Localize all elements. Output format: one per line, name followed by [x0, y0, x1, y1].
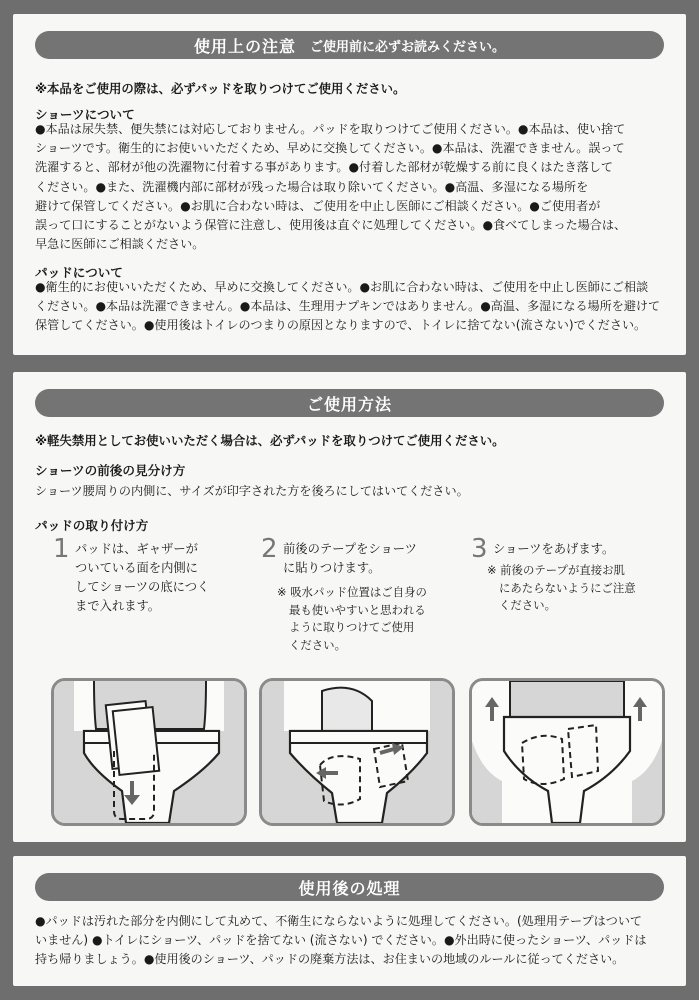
step-number: 2 — [261, 534, 278, 564]
step-text — [75, 540, 209, 616]
step-line: に貼りつけます。 — [283, 561, 381, 575]
step-2-illustration — [259, 678, 455, 826]
notice-title: 使用上の注意 — [193, 36, 296, 56]
notice-intro: ※本品をご使用の際は、必ずパッドを取りつけてご使用ください。 — [35, 81, 406, 96]
notice-subtitle: ご使用前に必ずお読みください。 — [310, 39, 506, 55]
shorts-tape-attach-icon — [262, 681, 452, 823]
disposal-line: 持ち帰りましょう。●使用後のショーツ、パッドの廃棄方法は、お住まいの地域のルールに従ってください。 — [35, 952, 625, 967]
shorts-with-pad-inserting-icon — [54, 681, 244, 823]
step-1-illustration — [51, 678, 247, 826]
step-line: してショーツの底につく — [75, 580, 210, 594]
step-3 — [471, 534, 671, 640]
step-text — [493, 540, 614, 559]
step-line: 前後のテープをショーツ — [283, 542, 417, 556]
step-note-line: ください。 — [499, 598, 556, 612]
disposal-title: 使用後の処理 — [298, 878, 401, 898]
step-2 — [261, 534, 461, 660]
shorts-paragraph — [35, 120, 667, 254]
step-3-illustration — [469, 678, 665, 826]
step-1 — [53, 534, 243, 630]
pad-paragraph — [35, 278, 667, 336]
front-back-heading: ショーツの前後の見分け方 — [35, 463, 186, 478]
step-line: パッドは、ギャザーが — [75, 542, 198, 556]
usage-intro: ※軽失禁用としてお使いいただく場合は、必ずパッドを取りつけてご使用ください。 — [35, 433, 505, 448]
pad-line: ください。●本品は洗濯できません。●本品は、生理用ナプキンではありません。●高温、多湿になる場所を避けて — [35, 299, 661, 314]
attach-heading: パッドの取り付け方 — [35, 518, 149, 533]
shorts-line: ショーツです。衛生的にお使いいただくため、早めに交換してください。●本品は、洗濯できません。誤って — [35, 141, 625, 156]
usage-header — [35, 389, 664, 417]
pad-line: 保管してください。●使用後はトイレのつまりの原因となりますので、トイレに捨てない(流さない)でください。 — [35, 318, 647, 333]
usage-panel — [13, 372, 686, 842]
disposal-paragraph — [35, 912, 667, 970]
shorts-line: 誤って口にすることがないよう保管に注意し、使用後は直ぐに処理してください。●食べてしまった場合は、 — [35, 218, 627, 233]
pad-heading: パッドについて — [35, 265, 123, 280]
step-line: ショーツをあげます。 — [493, 542, 615, 556]
shorts-line: ください。●また、洗濯機内部に部材が残った場合は取り除いてください。●高温、多湿になる場所を — [35, 179, 589, 194]
step-note — [277, 584, 427, 654]
step-number: 1 — [53, 534, 70, 564]
pad-line: ●衛生的にお使いいただくため、早めに交換してください。●お肌に合わない時は、ご使用を中止し医師にご相談 — [35, 280, 649, 294]
shorts-heading: ショーツについて — [35, 107, 135, 122]
disposal-line: いません) ●トイレにショーツ、パッドを捨てない (流さない) でください。●外出時に使ったショーツ、パッドは — [35, 933, 647, 948]
disposal-header — [35, 873, 664, 901]
shorts-line: 避けて保管してください。●お肌に合わない時は、ご使用を中止し医師にご相談ください。●ご使用者が — [35, 198, 601, 213]
step-text — [283, 540, 417, 578]
disposal-panel — [13, 856, 686, 986]
disposal-line: ●パッドは汚れた部分を内側にして丸めて、不衛生にならないように処理してください。(処理用テープはついて — [35, 914, 643, 928]
step-line: まで入れます。 — [75, 599, 161, 613]
step-number: 3 — [471, 534, 488, 564]
step-note-line: ように取りつけてご使用 — [289, 620, 415, 634]
shorts-line: 洗濯すると、部材が他の洗濯物に付着する事があります。●付着した部材が乾燥する前に良くはたき落して — [35, 160, 613, 175]
notice-panel — [13, 14, 686, 355]
step-note — [487, 562, 636, 615]
usage-title: ご使用方法 — [306, 394, 392, 414]
shorts-line: 早急に医師にご相談ください。 — [35, 237, 205, 252]
shorts-pull-up-icon — [472, 681, 662, 823]
step-note-line: ※ 吸水パッド位置はご自身の — [277, 585, 427, 599]
step-note-line: ※ 前後のテープが直接お肌 — [487, 563, 625, 577]
step-note-line: 最も使いやすいと思われる — [289, 602, 426, 617]
step-note-line: にあたらないようにご注意 — [499, 580, 636, 595]
shorts-line: ●本品は尿失禁、便失禁には対応しておりません。パッドを取りつけてご使用ください。●本品は、使い捨て — [35, 122, 626, 136]
step-line: ついている面を内側に — [75, 561, 198, 575]
front-back-text: ショーツ腰周りの内側に、サイズが印字された方を後ろにしてはいてください。 — [35, 484, 469, 498]
step-note-line: ください。 — [289, 637, 346, 652]
notice-header — [35, 31, 664, 59]
